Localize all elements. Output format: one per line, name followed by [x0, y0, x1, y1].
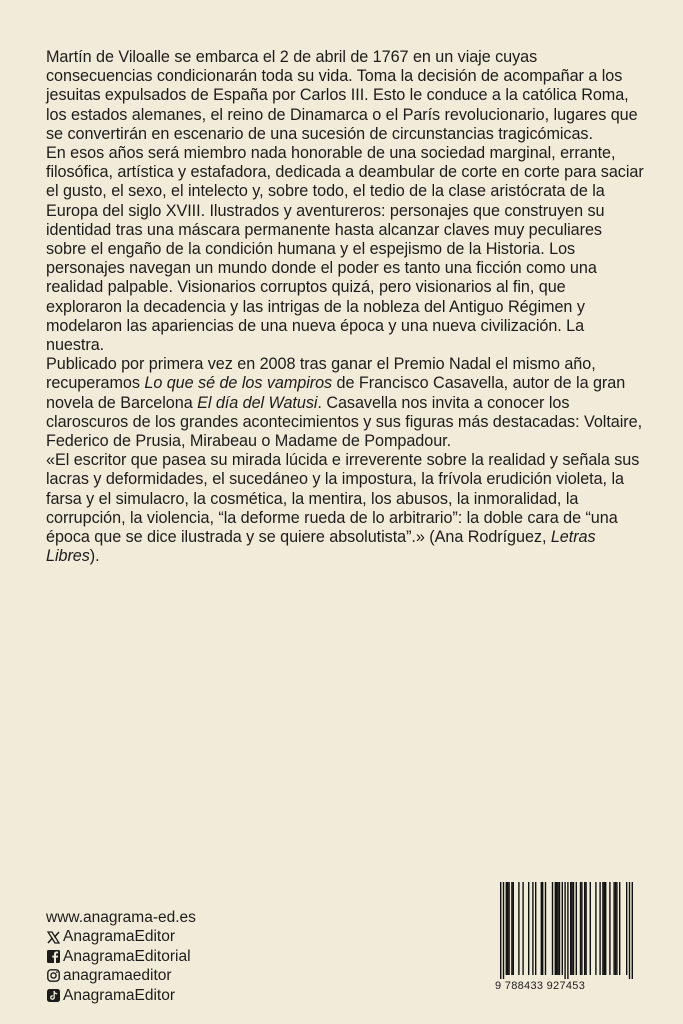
blurb-paragraph-3 — [46, 355, 646, 451]
barcode-bar — [508, 882, 509, 975]
barcode-bar — [599, 882, 600, 975]
blurb-paragraph-3-text-c: . Casavella nos invita a conocer los claroscuros de los grandes acontecimientos y sus figuras más destacadas: Voltaire, Federico de Prusia, Mirabeau o Madame de Pompadour. — [46, 393, 643, 451]
barcode-bar — [602, 882, 603, 975]
barcode-bar — [585, 882, 586, 975]
barcode-bar — [522, 882, 523, 975]
barcode-bar — [573, 882, 574, 975]
barcode-bar — [513, 882, 514, 975]
instagram-link[interactable] — [46, 966, 196, 985]
barcode-bar — [557, 882, 558, 975]
barcode-bar — [632, 882, 633, 979]
barcode-bar — [567, 882, 568, 979]
barcode-bar — [555, 882, 556, 975]
barcode-bar — [532, 882, 533, 975]
facebook-handle: AnagramaEditorial — [63, 947, 191, 965]
book-title-watusi: El día del Watusi — [197, 393, 318, 412]
blurb-paragraph-3-text-b: de Francisco Casavella, autor de la gran novela de Barcelona — [46, 374, 626, 412]
tiktok-link[interactable] — [46, 986, 196, 1005]
barcode-bar — [559, 882, 560, 975]
barcode-bar — [562, 882, 563, 975]
review-source: Letras Libres — [46, 528, 596, 566]
review-quote — [46, 451, 646, 566]
tiktok-icon — [46, 988, 60, 1002]
tiktok-handle: AnagramaEditor — [63, 986, 176, 1004]
barcode-bar — [545, 882, 546, 975]
barcode-bar — [613, 882, 614, 975]
barcode-bar — [542, 882, 543, 975]
barcode-bar — [535, 882, 536, 975]
review-quote-text: «El escritor que pasea su mirada lúcida e irreverente sobre la realidad y señala sus lacras y deformidades, el sucedáneo y la impostura, la frívola erudición violeta, la farsa y el simulacro, la cosmética, la mentira, los abusos, la inmoralidad, la corrupción, la violencia, “la deforme rueda de lo arbitrario”: la doble cara de “una época que se dice ilustrada y se quiere absolutista”.» (Ana Rodríguez, — [46, 451, 640, 547]
barcode-bar — [584, 882, 585, 975]
blurb-paragraph-1: Martín de Viloalle se embarca el 2 de abril de 1767 en un viaje cuyas consecuencias condicionarán toda su vida. Toma la decisión de acompañar a los jesuitas expulsados de España por Carlos III. Esto le conduce a la católica Roma, los estados alemanes, el reino de Dinamarca o el París revolucionario, lugares que se convertirán en escenario de una sucesión de circunstancias tragicómicas. — [46, 48, 638, 143]
isbn-barcode — [495, 882, 637, 992]
barcode-bar — [580, 882, 581, 975]
barcode-bar — [564, 882, 565, 979]
barcode-bar — [619, 882, 620, 975]
barcode-bar — [581, 882, 582, 975]
barcode-bar — [626, 882, 627, 975]
barcode-bar — [518, 882, 519, 975]
x-link[interactable] — [46, 927, 196, 946]
barcode-bar — [507, 882, 508, 975]
barcode-bars — [495, 882, 637, 979]
barcode-bar — [511, 882, 512, 975]
barcode-bar — [528, 882, 529, 975]
barcode-bar — [595, 882, 596, 975]
x-logo-icon — [46, 930, 60, 944]
barcode-bar — [506, 882, 507, 975]
barcode-bar — [604, 882, 605, 975]
barcode-bar — [503, 882, 504, 979]
instagram-icon — [46, 969, 60, 983]
blurb-paragraph-2: En esos años será miembro nada honorable de una sociedad marginal, errante, filosófica, artística y estafadora, dedicada a deambular de corte en corte para saciar el gusto, el sexo, el intelecto y, sobre todo, el tedio de la clase aristócrata de la Europa del siglo XVIII. Ilustrados y aventureros: personajes que construyen su identidad tras una máscara permanente hasta alcanzar claves muy peculiares sobre el engaño de la condición humana y el espejismo de la Historia. Los personajes navegan un mundo donde el poder es tanto una ficción como una realidad palpable. Visionarios corruptos quizá, pero visionarios al fin, que exploraron la decadencia y las intrigas de la nobleza del Antiguo Régimen y modelaron las apariencias de una nueva época y una nueva civilización. La nuestra. — [46, 144, 644, 355]
barcode-bar — [616, 882, 617, 975]
publisher-links — [46, 908, 196, 1005]
barcode-bar — [500, 882, 501, 979]
barcode-bar — [576, 882, 577, 975]
isbn-digits: 9 788433 927453 — [495, 980, 586, 992]
barcode-bar — [571, 882, 572, 975]
barcode-bar — [552, 882, 553, 975]
book-title-vampiros: Lo que sé de los vampiros — [144, 374, 333, 393]
website-link-text: www.anagrama-ed.es — [46, 909, 196, 926]
facebook-link[interactable] — [46, 947, 196, 966]
review-quote-end: ). — [89, 547, 100, 566]
facebook-icon — [46, 949, 60, 963]
barcode-bar — [629, 882, 630, 979]
barcode-bar — [541, 882, 542, 975]
book-blurb — [46, 48, 646, 566]
website-link[interactable] — [46, 908, 196, 927]
instagram-handle: anagramaeditor — [63, 967, 172, 985]
x-handle: AnagramaEditor — [63, 928, 176, 946]
barcode-bar — [615, 882, 616, 975]
barcode-bar — [570, 882, 571, 975]
barcode-bar — [556, 882, 557, 975]
barcode-bar — [590, 882, 591, 975]
barcode-bar — [605, 882, 606, 975]
blurb-paragraph-3-text-a: Publicado por primera vez en 2008 tras ganar el Premio Nadal el mismo año, recuperamos — [46, 355, 596, 393]
barcode-bar — [609, 882, 610, 975]
